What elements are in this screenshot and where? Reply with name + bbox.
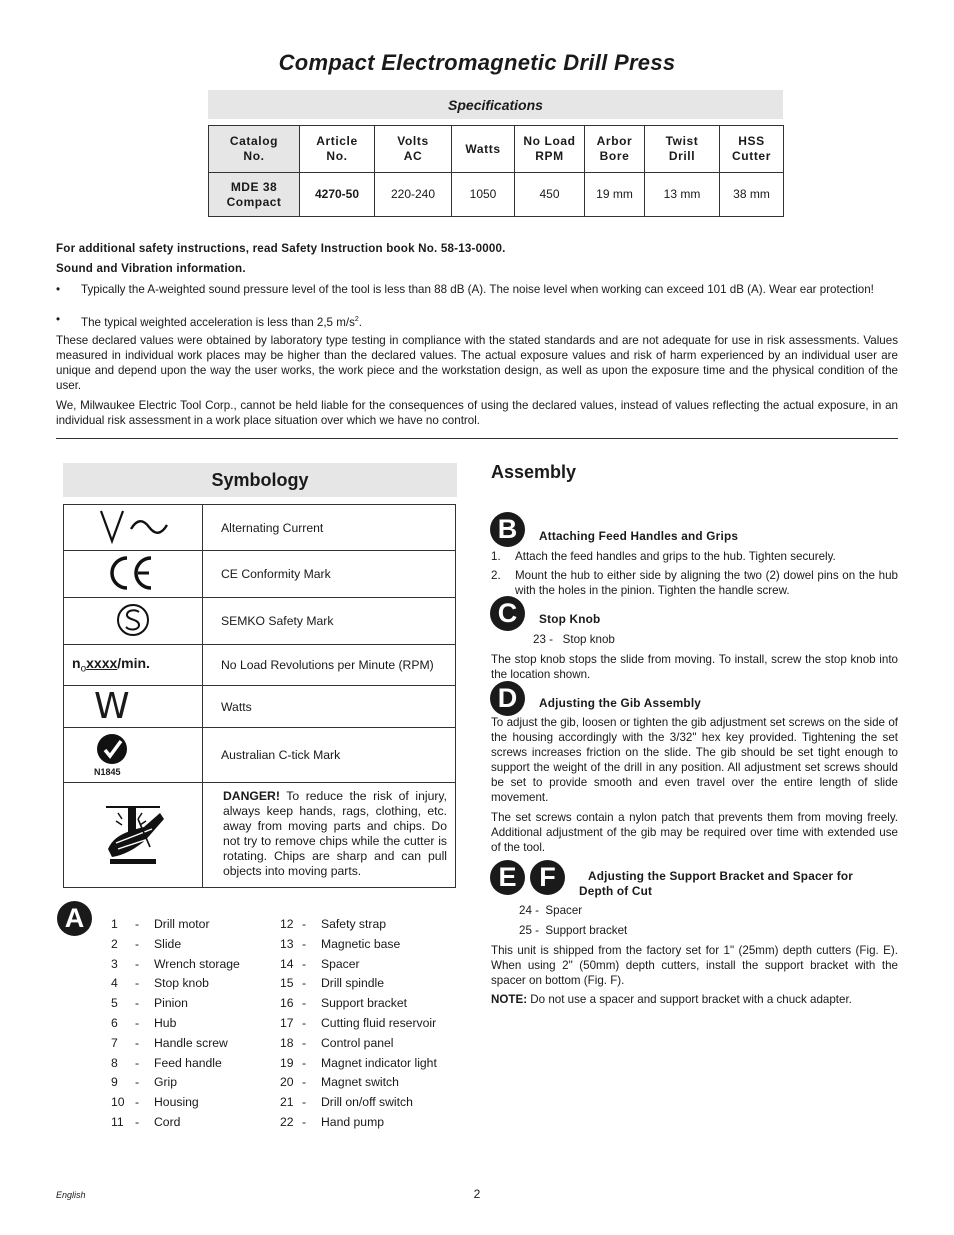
part-number: 9: [111, 1075, 118, 1090]
part-callout: 23 - Stop knob: [533, 633, 615, 646]
c-tick-icon: [96, 733, 130, 765]
part-dash: -: [135, 956, 140, 971]
symbol-row: [64, 728, 456, 783]
part-dash: -: [135, 936, 140, 951]
part-name: Drill on/off switch: [321, 1095, 413, 1110]
part-dash: -: [135, 1055, 140, 1070]
bullet-dot: •: [56, 313, 61, 326]
symbol-row: [64, 686, 456, 728]
rpm-o: o: [80, 663, 87, 675]
part-number: 11: [111, 1115, 124, 1129]
symbol-row: [64, 505, 456, 551]
part-dash: -: [135, 1115, 140, 1129]
part-number: 8: [111, 1055, 118, 1070]
part-number: 1: [111, 917, 118, 931]
page-title: Compact Electromagnetic Drill Press: [278, 50, 676, 75]
part-number: 5: [111, 996, 118, 1011]
part-number: 13: [280, 936, 294, 951]
liability-paragraph: We, Milwaukee Electric Tool Corp., cannot be held liable for the consequences of using the declared values, instead of values reflecting the actual exposure, in an individual risk assessment in a work place situation over which we have no control.: [56, 399, 898, 427]
spec-header-cell: No Load RPM: [515, 126, 585, 173]
part-dash: -: [302, 936, 307, 951]
part-dash: -: [302, 1055, 307, 1070]
ce-mark-icon: [64, 551, 203, 598]
part-dash: -: [302, 917, 307, 931]
part-name: Cutting fluid reservoir: [321, 1016, 437, 1030]
danger-hand-icon: [64, 783, 203, 888]
bullet-text: Typically the A-weighted sound pressure level of the tool is less than 88 dB (A). The noise level when working can exceed 101 dB (A). Wear ear protection!: [81, 283, 874, 296]
part-number: 6: [111, 1016, 118, 1030]
danger-hand-icon: [98, 799, 168, 869]
rpm-x: xxxx: [86, 655, 118, 672]
part-number: 15: [280, 976, 294, 991]
spec-cell: 450: [515, 173, 585, 217]
part-name: Hub: [154, 1016, 177, 1030]
part-name: Drill spindle: [321, 976, 384, 991]
part-name: Stop knob: [154, 976, 209, 991]
symbol-row: [64, 783, 456, 888]
superscript: 2: [354, 316, 359, 323]
alternating-current-icon: [64, 505, 203, 551]
symbol-desc: SEMKO Safety Mark: [203, 598, 456, 645]
watts-icon: [64, 686, 203, 728]
part-name: Control panel: [321, 1035, 394, 1050]
step-text: Mount the hub to either side by aligning the two (2) dowel pins on the hub with the holes in the pinion. Tighten the handle screw.: [515, 569, 898, 597]
symbol-row: [64, 645, 456, 686]
part-number: 4: [111, 976, 118, 991]
part-name: Pinion: [154, 996, 188, 1011]
part-name: Safety strap: [321, 917, 387, 931]
spec-header-cell: Volts AC: [375, 126, 452, 173]
part-dash: -: [302, 976, 307, 991]
spec-cell: MDE 38 Compact: [209, 173, 300, 217]
part-name: Drill motor: [154, 917, 210, 931]
section-c-heading: Stop Knob: [539, 612, 601, 626]
part-dash: -: [135, 1095, 140, 1110]
step-number: 1.: [491, 550, 501, 563]
section-d-text-2: The set screws contain a nylon patch that prevents them from moving freely. Additional adjustment of the gib may be required over time with extended use of the tool.: [491, 811, 898, 854]
safety-note: For additional safety instructions, read Safety Instruction book No. 58-13-0000.: [56, 242, 506, 255]
part-name: Wrench storage: [154, 956, 240, 971]
danger-desc: To reduce the risk of injury, always keep hands, rags, clothing, etc. away from moving parts and chips. Do not try to remove chips while the cutter is rotating. Chips are sharp and can pull objects into moving parts.: [223, 789, 447, 878]
spec-data-row: [209, 173, 784, 217]
spec-header-cell: HSS Cutter: [720, 126, 784, 173]
bullet-item: [56, 282, 898, 312]
spec-cell: 4270-50: [300, 173, 375, 217]
section-c-text: The stop knob stops the slide from moving. To install, screw the stop knob into the location shown.: [491, 653, 898, 681]
spec-cell: 19 mm: [585, 173, 645, 217]
symbol-desc: Watts: [203, 686, 456, 728]
part-number: 10: [111, 1095, 125, 1110]
part-number: 3: [111, 956, 118, 971]
symbol-desc: CE Conformity Mark: [203, 551, 456, 598]
part-name: Housing: [154, 1095, 199, 1110]
part-dash: -: [302, 956, 307, 971]
spec-header-cell: Catalog No.: [209, 126, 300, 173]
assembly-heading: Assembly: [491, 462, 577, 482]
ce-mark-icon: [103, 552, 163, 594]
part-number: 21: [280, 1095, 294, 1110]
part-number: 22: [280, 1115, 294, 1129]
section-ef-text: This unit is shipped from the factory set for 1" (25mm) depth cutters (Fig. E). When using 2" (50mm) depth cutters, install the support bracket with the spacer on bottom (Fig. F).: [491, 944, 898, 987]
part-number: 14: [280, 956, 294, 971]
note-text: [491, 992, 898, 1007]
spec-cell: 38 mm: [720, 173, 784, 217]
danger-text: [203, 783, 456, 888]
divider: [56, 438, 898, 439]
symbology-heading: Symbology: [63, 463, 457, 497]
part-name: Slide: [154, 936, 182, 951]
part-number: 2: [111, 936, 118, 951]
semko-icon: [64, 598, 203, 645]
spec-header-cell: Arbor Bore: [585, 126, 645, 173]
part-callout: 24 - Spacer: [519, 904, 583, 917]
c-tick-number: N1845: [94, 767, 121, 777]
part-name: Spacer: [321, 956, 360, 971]
bullet-end: .: [358, 315, 363, 329]
alternating-current-icon: [93, 505, 173, 547]
figure-c-marker: C: [490, 596, 525, 631]
semko-icon: [113, 600, 153, 640]
part-name: Magnet switch: [321, 1075, 399, 1090]
part-name: Grip: [154, 1075, 178, 1090]
part-dash: -: [302, 1095, 307, 1110]
part-dash: -: [135, 1075, 140, 1090]
c-tick-icon: [64, 728, 203, 783]
sound-heading: Sound and Vibration information.: [56, 262, 246, 275]
part-dash: -: [135, 976, 140, 991]
bullet-text: The typical weighted acceleration is less than 2,5 m/s: [81, 315, 355, 329]
bullet-text-wrap: [81, 312, 898, 330]
rpm-min: /min.: [117, 655, 150, 672]
figure-f-marker: F: [530, 860, 565, 895]
symbol-desc: Alternating Current: [203, 505, 456, 551]
spec-cell: 220-240: [375, 173, 452, 217]
part-number: 20: [280, 1075, 294, 1090]
part-dash: -: [135, 1016, 140, 1030]
danger-label: DANGER!: [223, 789, 280, 803]
symbol-desc: Australian C-tick Mark: [203, 728, 456, 783]
part-number: 12: [280, 917, 294, 931]
part-dash: -: [135, 917, 140, 931]
step-number: 2.: [491, 569, 501, 582]
part-number: 17: [280, 1016, 294, 1030]
symbol-row: [64, 551, 456, 598]
step-text: Attach the feed handles and grips to the hub. Tighten securely.: [515, 550, 836, 563]
part-number: 16: [280, 996, 294, 1011]
watts-symbol: W: [94, 685, 130, 727]
part-dash: -: [135, 996, 140, 1011]
spec-cell: 1050: [452, 173, 515, 217]
part-number: 7: [111, 1035, 118, 1050]
part-name: Support bracket: [321, 996, 408, 1011]
part-name: Magnet indicator light: [321, 1055, 437, 1070]
part-name: Magnetic base: [321, 936, 401, 951]
part-name: Hand pump: [321, 1115, 385, 1129]
figure-e-marker: E: [490, 860, 525, 895]
part-dash: -: [302, 1016, 307, 1030]
figure-a-marker: A: [57, 901, 92, 936]
page-number: 2: [473, 1187, 481, 1201]
footer-language: English: [56, 1190, 86, 1200]
declared-values-paragraph: These declared values were obtained by laboratory type testing in compliance with the stated standards and are not adequate for use in risk assessments. Values measured in individual work places may be higher than the declared values. The actual exposure values and risk of harm experienced by an individual user are unique and depend upon the way the user works, the work piece and the workstation design, as well as upon the exposure time and the physical condition of the user.: [56, 334, 898, 392]
note-body: Do not use a spacer and support bracket with a chuck adapter.: [527, 993, 852, 1006]
spec-header-cell: Watts: [452, 126, 515, 173]
symbology-table: [63, 504, 456, 888]
part-dash: -: [302, 1115, 307, 1129]
part-dash: -: [302, 1035, 307, 1050]
figure-d-marker: D: [490, 681, 525, 716]
symbol-row: [64, 598, 456, 645]
spec-header-cell: Twist Drill: [645, 126, 720, 173]
spec-header-row: [209, 126, 784, 173]
part-name: Handle screw: [154, 1035, 228, 1050]
section-d-heading: Adjusting the Gib Assembly: [539, 696, 702, 710]
figure-b-marker: B: [490, 512, 525, 547]
spec-cell: 13 mm: [645, 173, 720, 217]
bullet-item: [56, 312, 898, 327]
part-dash: -: [302, 996, 307, 1011]
rpm-icon: [64, 645, 203, 686]
specifications-heading: Specifications: [208, 90, 783, 119]
bullet-dot: •: [56, 283, 61, 296]
part-callout: 25 - Support bracket: [519, 924, 628, 937]
spec-header-cell: Article No.: [300, 126, 375, 173]
symbol-desc: No Load Revolutions per Minute (RPM): [203, 645, 456, 686]
part-name: Feed handle: [154, 1055, 222, 1070]
specifications-table: [208, 125, 784, 217]
section-b-heading: Attaching Feed Handles and Grips: [539, 529, 739, 543]
part-dash: -: [135, 1035, 140, 1050]
part-name: Cord: [154, 1115, 181, 1129]
section-d-text: To adjust the gib, loosen or tighten the gib adjustment set screws on the side of the housing accordingly with the 3/32" hex key provided. Tightening the set screws increases friction on the slide. The gib should be set tight enough to support the weight of the drill in any position. All adjustment set screws should be set to provide smooth and even travel over the entire length of slide movement.: [491, 716, 898, 804]
rpm-n: n: [72, 655, 81, 672]
part-number: 18: [280, 1035, 294, 1050]
section-ef-heading: Adjusting the Support Bracket and Spacer for Depth of Cut: [579, 869, 854, 898]
part-number: 19: [280, 1055, 294, 1070]
note-label: NOTE:: [491, 993, 528, 1006]
part-dash: -: [302, 1075, 307, 1090]
